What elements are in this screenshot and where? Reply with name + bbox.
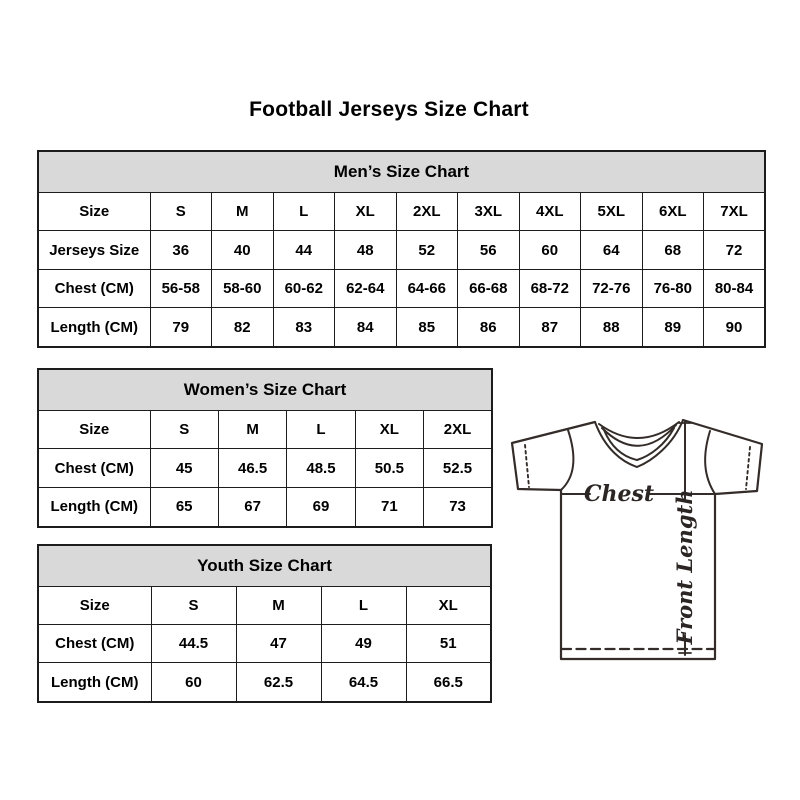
table-row [38,625,491,663]
data-cell: 68 [642,231,704,269]
data-cell: 64 [581,231,643,269]
data-cell: S [150,411,218,449]
row-header-cell: Chest (CM) [38,269,150,307]
table-row [38,269,765,307]
mens-size-chart-table [37,150,766,348]
data-cell: 62.5 [236,663,321,702]
data-cell: 83 [273,308,335,347]
table-title: Youth Size Chart [38,545,491,587]
youth-size-chart-table [37,544,492,703]
data-cell: 76-80 [642,269,704,307]
table-row [38,587,491,625]
data-cell: 72 [704,231,766,269]
data-cell: 84 [335,308,397,347]
table-row [38,193,765,231]
data-cell: L [287,411,355,449]
data-cell: 66.5 [406,663,491,702]
data-cell: 52.5 [424,449,492,487]
table-title: Women’s Size Chart [38,369,492,411]
table-row [38,308,765,347]
row-header-cell: Chest (CM) [38,449,150,487]
data-cell: 48 [335,231,397,269]
data-cell: 49 [321,625,406,663]
page-title: Football Jerseys Size Chart [249,98,529,121]
row-header-cell: Length (CM) [38,663,151,702]
womens-table [37,368,493,528]
data-cell: 87 [519,308,581,347]
data-cell: 60 [151,663,236,702]
data-cell: 73 [424,487,492,527]
data-cell: XL [355,411,423,449]
data-cell: 4XL [519,193,581,231]
data-cell: XL [335,193,397,231]
youth-table [37,544,492,703]
table-title: Men’s Size Chart [38,151,765,193]
right-cuff-stitch-line [746,447,750,489]
front-length-label: Front Length [672,489,697,645]
data-cell: S [150,193,212,231]
data-cell: 46.5 [218,449,286,487]
row-header-cell: Length (CM) [38,308,150,347]
jersey-measurement-diagram [500,417,766,665]
right-sleeve-seam [705,431,715,494]
data-cell: 56 [458,231,520,269]
data-cell: 85 [396,308,458,347]
data-cell: 2XL [396,193,458,231]
data-cell: L [321,587,406,625]
data-cell: 86 [458,308,520,347]
data-cell: 45 [150,449,218,487]
data-cell: 60 [519,231,581,269]
data-cell: 40 [212,231,274,269]
data-cell: 62-64 [335,269,397,307]
row-header-cell: Jerseys Size [38,231,150,269]
data-cell: M [236,587,321,625]
data-cell: 90 [704,308,766,347]
data-cell: S [151,587,236,625]
data-cell: 79 [150,308,212,347]
data-cell: L [273,193,335,231]
row-header-cell: Size [38,587,151,625]
chest-label: Chest [583,481,655,507]
mens-table [37,150,766,348]
data-cell: 6XL [642,193,704,231]
data-cell: 80-84 [704,269,766,307]
table-row [38,487,492,527]
table-row [38,231,765,269]
row-header-cell: Length (CM) [38,487,150,527]
data-cell: 60-62 [273,269,335,307]
table-row [38,411,492,449]
data-cell: 47 [236,625,321,663]
data-cell: XL [406,587,491,625]
data-cell: 48.5 [287,449,355,487]
data-cell: 67 [218,487,286,527]
data-cell: 82 [212,308,274,347]
data-cell: M [212,193,274,231]
data-cell: 88 [581,308,643,347]
data-cell: 44 [273,231,335,269]
row-header-cell: Size [38,411,150,449]
data-cell: 44.5 [151,625,236,663]
row-header-cell: Chest (CM) [38,625,151,663]
data-cell: 3XL [458,193,520,231]
data-cell: 68-72 [519,269,581,307]
data-cell: 36 [150,231,212,269]
data-cell: M [218,411,286,449]
row-header-cell: Size [38,193,150,231]
data-cell: 89 [642,308,704,347]
data-cell: 64.5 [321,663,406,702]
data-cell: 50.5 [355,449,423,487]
data-cell: 7XL [704,193,766,231]
jersey-outline [512,420,762,659]
left-sleeve-seam [561,430,573,490]
table-row [38,663,491,702]
left-cuff-stitch-line [525,445,529,487]
data-cell: 64-66 [396,269,458,307]
data-cell: 51 [406,625,491,663]
table-row [38,449,492,487]
data-cell: 2XL [424,411,492,449]
data-cell: 52 [396,231,458,269]
data-cell: 69 [287,487,355,527]
data-cell: 72-76 [581,269,643,307]
data-cell: 71 [355,487,423,527]
data-cell: 66-68 [458,269,520,307]
data-cell: 58-60 [212,269,274,307]
data-cell: 56-58 [150,269,212,307]
data-cell: 65 [150,487,218,527]
data-cell: 5XL [581,193,643,231]
womens-size-chart-table [37,368,493,528]
